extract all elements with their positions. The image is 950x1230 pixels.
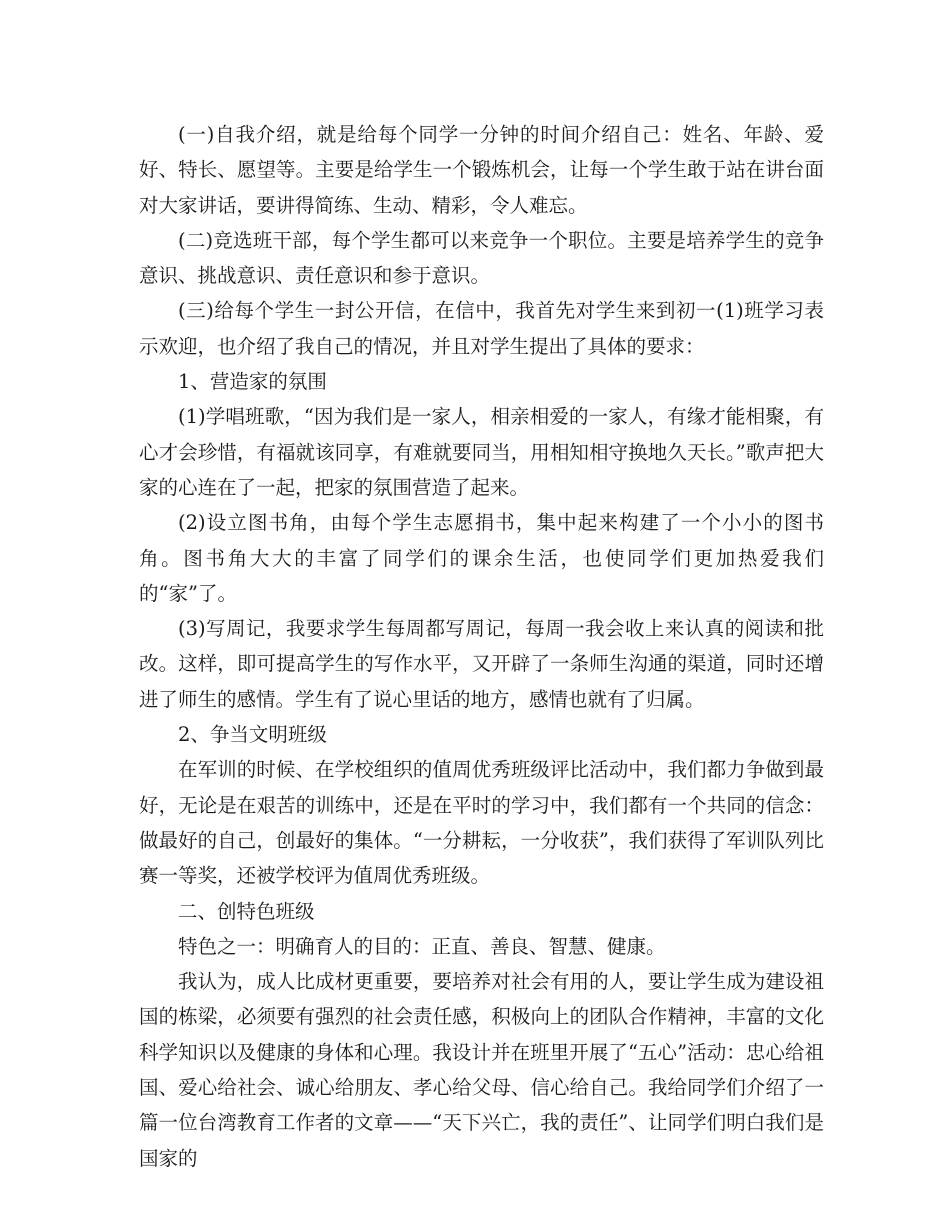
paragraph-weekly-journal: (3)写周记，我要求学生每周都写周记，每周一我会收上来认真的阅读和批改。这样，即可提高学生的写作水平，又开辟了一条师生沟通的渠道，同时还增进了师生的感情。学生有了说心里话的地方，感情也就有了归属。: [139, 617, 824, 711]
paragraph-five-hearts: 我认为，成人比成材更重要，要培养对社会有用的人，要让学生成为建设祖国的栋梁，必须要有强烈的社会责任感，积极向上的团队合作精神，丰富的文化科学知识以及健康的身体和心理。我设计并在班里开展了“五心”活动：忠心给祖国、爱心给社会、诚心给朋友、孝心给父母、信心给自己。我给同学们介绍了一篇一位台湾教育工作者的文章——“天下兴亡，我的责任”、让同学们明白我们是国家的: [139, 970, 824, 1170]
paragraph-feature-one: 特色之一：明确育人的目的：正直、善良、智慧、健康。: [178, 934, 666, 958]
paragraph-class-song: (1)学唱班歌，“因为我们是一家人，相亲相爱的一家人，有缘才能相聚，有心才会珍惜，有福就该同享，有难就要同当，用相知相守换地久天长。”歌声把大家的心连在了一起，把家的氛围营造了起来。: [139, 405, 824, 499]
section-heading-distinctive-class: 二、创特色班级: [178, 899, 315, 923]
paragraph-military-training: 在军训的时候、在学校组织的值周优秀班级评比活动中，我们都力争做到最好，无论是在艰苦的训练中，还是在平时的学习中，我们都有一个共同的信念：做最好的自己，创最好的集体。“一分耕耘，一分收获”，我们获得了军训队列比赛一等奖，还被学校评为值周优秀班级。: [139, 758, 824, 888]
section-heading-civilized-class: 2、争当文明班级: [178, 723, 327, 747]
paragraph-self-introduction: (一)自我介绍，就是给每个同学一分钟的时间介绍自己：姓名、年龄、爱好、特长、愿望等。主要是给学生一个锻炼机会，让每一个学生敢于站在讲台面对大家讲话，要讲得简练、生动、精彩，令人难忘。: [139, 123, 824, 217]
paragraph-open-letter: (三)给每个学生一封公开信，在信中，我首先对学生来到初一(1)班学习表示欢迎，也介绍了我自己的情况，并且对学生提出了具体的要求：: [139, 299, 824, 358]
document-body: [139, 117, 824, 1176]
paragraph-book-corner: (2)设立图书角，由每个学生志愿捐书，集中起来构建了一个小小的图书角。图书角大大的丰富了同学们的课余生活，也使同学们更加热爱我们的“家”了。: [139, 511, 824, 605]
section-heading-family-atmosphere: 1、营造家的氛围: [178, 370, 327, 394]
paragraph-class-cadre-election: (二)竞选班干部，每个学生都可以来竞争一个职位。主要是培养学生的竞争意识、挑战意识、责任意识和参于意识。: [139, 228, 824, 288]
